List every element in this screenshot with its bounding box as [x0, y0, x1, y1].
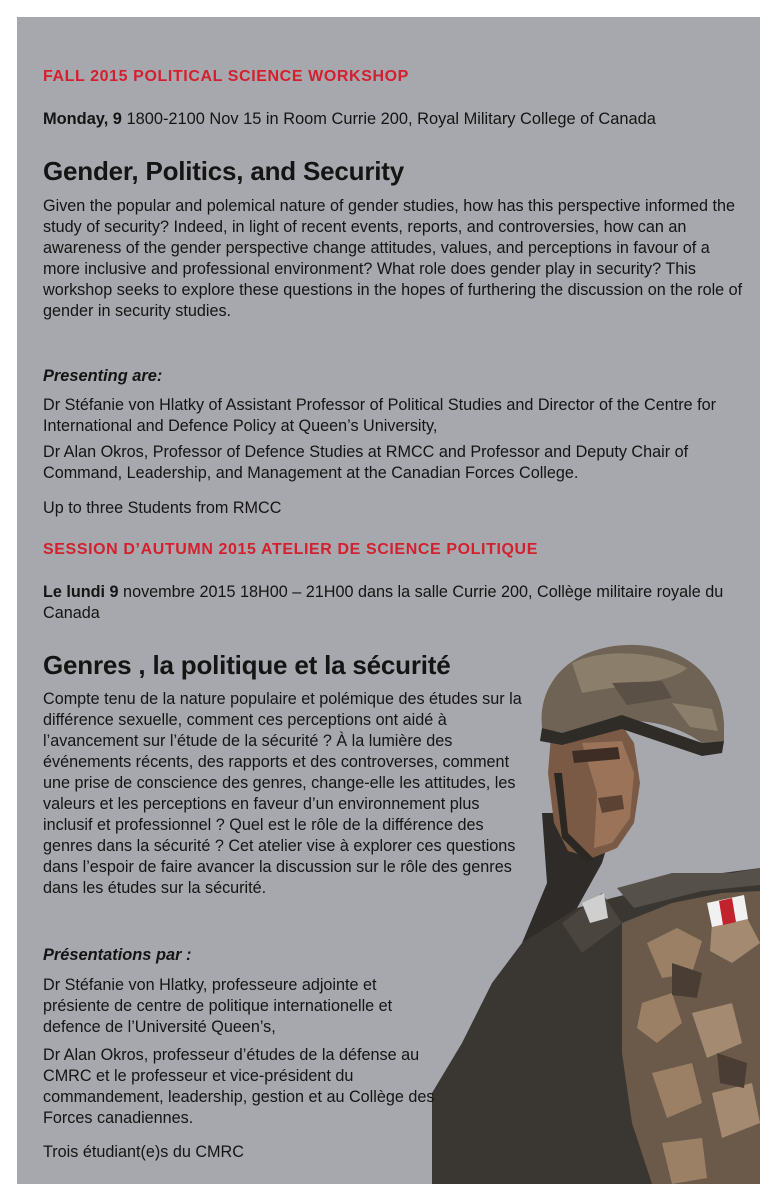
english-presenter-3: Up to three Students from RMCC	[43, 499, 282, 517]
english-date-line	[43, 109, 656, 130]
english-presenting-heading: Presenting are:	[43, 367, 163, 385]
english-title: Gender, Politics, and Security	[43, 156, 405, 186]
english-description: Given the popular and polemical nature of gender studies, how has this perspective informed the study of security? Indeed, in light of recent events, reports, and controversies, how can an awareness of the gender perspective change attitudes, values, and perceptions in favour of a more inclusive and professional environment? What role does gender play in security? This workshop seeks to explore these questions in the hopes of furthering the discussion on the role of gender in security studies.	[43, 197, 743, 320]
french-heading: SESSION D’AUTUMN 2015 ATELIER DE SCIENCE POLITIQUE	[43, 541, 538, 558]
french-presenter-2: Dr Alan Okros, professeur d’études de la défense au CMRC et le professeur et vice-président du commandement, leadership, gestion et au Collège des Forces canadiennes.	[43, 1046, 435, 1127]
french-presenter-3: Trois étudiant(e)s du CMRC	[43, 1143, 244, 1161]
french-description: Compte tenu de la nature populaire et polémique des études sur la différence sexuelle, comment ces perceptions ont aidé à l’avancement sur l’étude de la sécurité ? À la lumière des événements récents, des rapports et des controverses, comment une prise de conscience des genres, change-elle les attitudes, les valeurs et les perceptions en faveur d’un environnement plus inclusif et professionnel ? Quel est le rôle de la différence des genres dans la sécurité ? Cet atelier vise à explorer ces questions dans l’espoir de faire avancer la discussion sur le rôle des genres dans les études sur la sécurité.	[43, 690, 522, 897]
french-date-bold: Le lundi 9	[43, 583, 119, 601]
english-date-bold: Monday, 9	[43, 110, 122, 128]
french-date-line	[43, 582, 733, 624]
french-title: Genres , la politique et la sécurité	[43, 650, 451, 680]
french-presenting-heading: Présentations par :	[43, 946, 192, 964]
french-date-rest: novembre 2015 18H00 – 21H00 dans la salle Currie 200, Collège militaire royale du Canada	[43, 583, 724, 622]
english-heading: FALL 2015 POLITICAL SCIENCE WORKSHOP	[43, 68, 409, 85]
poster	[17, 17, 760, 1184]
english-presenter-1: Dr Stéfanie von Hlatky of Assistant Professor of Political Studies and Director of the Centre for International and Defence Policy at Queen’s University,	[43, 396, 716, 435]
english-date-rest: 1800-2100 Nov 15 in Room Currie 200, Royal Military College of Canada	[121, 110, 656, 128]
english-presenter-2: Dr Alan Okros, Professor of Defence Studies at RMCC and Professor and Deputy Chair of Command, Leadership, and Management at the Canadian Forces College.	[43, 443, 689, 482]
french-presenter-1: Dr Stéfanie von Hlatky, professeure adjointe et présiente de centre de politique internationelle et defence de l’Université Queen’s,	[43, 976, 393, 1036]
